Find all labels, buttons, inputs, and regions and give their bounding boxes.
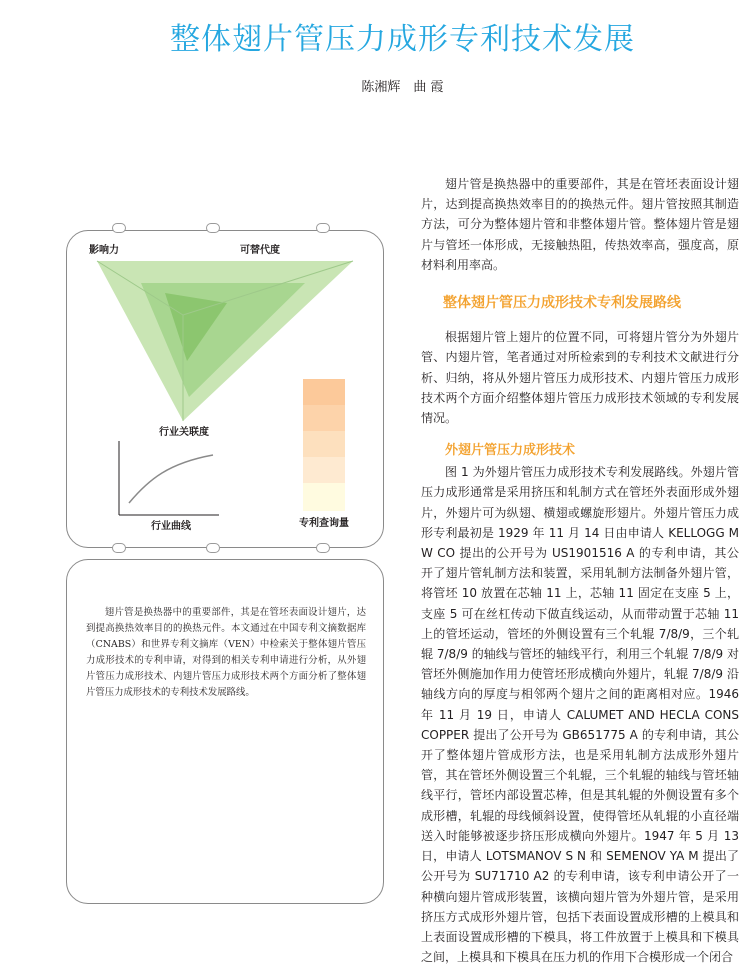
article-body — [421, 174, 739, 967]
radar-label-influence: 影响力 — [89, 245, 119, 256]
binder-ring — [316, 543, 330, 553]
binder-ring — [206, 223, 220, 233]
curve-label: 行业曲线 — [151, 521, 191, 532]
section-paragraph: 根据翅片管上翅片的位置不同，可将翅片管分为外翅片管、内翅片管，笔者通过对所检索到的专利技术文献进行分析、归纳，将从外翅片管压力成形技术、内翅片管压力成形技术两个方面介绍整体翅片管压力成形技术领域的专利发展情况。 — [421, 330, 739, 426]
figure-graphic — [67, 231, 383, 547]
bar-level — [303, 483, 345, 511]
bar-label: 专利查询量 — [299, 518, 349, 529]
abstract-text: 翅片管是换热器中的重要部件，其是在管坯表面设计翅片，达到提高换热效率目的的换热元件。本文通过在中国专利文摘数据库（CNABS）和世界专利文摘库（VEN）中检索关于整体翅片管压力成形技术的专利申请，对得到的相关专利申请进行分析，从外翅片管压力成形技术、内翅片管压力成形技术两个方面分析了整体翅片管压力成形技术的专利技术发展路线。 — [86, 607, 366, 698]
radar-label-industry-relevance: 行业关联度 — [159, 427, 209, 438]
article-title: 整体翅片管压力成形专利技术发展 — [170, 22, 635, 57]
bar-level — [303, 379, 345, 405]
binder-ring — [206, 543, 220, 553]
section-heading: 整体翅片管压力成形技术专利发展路线 — [443, 295, 681, 312]
subsection-paragraph: 图 1 为外翅片管压力成形技术专利发展路线。外翅片管压力成形通常是采用挤压和轧制方式在管坯外表面形成外翅片，外翅片可为纵翅、横翅或螺旋形翅片。外翅片管压力成形专利最初是 1929 年 11 月 14 日由申请人 KELLOGG M W CO 提出的公开号为 US1901516 A 的专利申请，其公开了翅片管轧制方法和装置，采用轧制方法制备外翅片管，将管坯 10 放置在芯轴 11 上，芯轴 11 固定在支座 5 上，支座 5 可在丝杠传动下做直线运动，从而带动置于芯轴 11 上的管坯运动，管坯的外侧设置有三个轧辊 7/8/9，三个轧辊 7/8/9 的轴线与管坯的轴线平行，利用三个轧辊 7/8/9 对管坯外侧施加作用力使管坯形成横向外翅片，轧辊 7/8/9 沿轴线方向的厚度与相邻两个翅片之间的距离相对应。1946 年 11 月 19 日，申请人 CALUMET AND HECLA CONS COPPER 提出了公开号为 GB651775 A 的专利申请，其公开了整体翅片管成形方法，也是采用轧制方法成形外翅片管，其在管坯外侧设置三个轧辊，三个轧辊的轴线与管坯轴线平行，管坯内部设置芯棒，但是其轧辊的外侧设置有多个成形槽，轧辊的母线倾斜设置，使得管坯从轧辊的小直径端送入时能够被逐步挤压形成横向外翅片。1947 年 5 月 13 日，申请人 LOTSMANOV S N 和 SEMENOV YA M 提出了公开号为 SU71710 A2 的专利申请，该专利申请公开了一种横向翅片管成形装置，该横向翅片管为外翅片管，是采用挤压方式成形外翅片管，包括下表面设置成形槽的上模具和上表面设置成形槽的下模具，将工件放置于上模具和下模具之间，上模具和下模具在压力机的作用下合模形成一个闭合 — [421, 465, 739, 965]
radar-label-substitutability: 可替代度 — [240, 245, 280, 256]
binder-ring — [316, 223, 330, 233]
subsection-heading: 外翅片管压力成形技术 — [445, 443, 576, 459]
industry-curve — [129, 455, 213, 503]
binder-ring — [112, 543, 126, 553]
bar-level — [303, 405, 345, 431]
intro-paragraph: 翅片管是换热器中的重要部件，其是在管坯表面设计翅片，达到提高换热效率目的的换热元件。翅片管按照其制造方法，可分为整体翅片管和非整体翅片管。整体翅片管是翅片与管坯一体形成，无接触热阻，传热效率高，强度高，原材料利用率高。 — [421, 177, 739, 272]
bar-level — [303, 431, 345, 457]
bar-level — [303, 457, 345, 483]
patent-query-bar — [303, 379, 345, 511]
binder-ring — [112, 223, 126, 233]
authors: 陈湘辉 曲 霞 — [361, 80, 444, 95]
figure-card — [66, 230, 384, 548]
